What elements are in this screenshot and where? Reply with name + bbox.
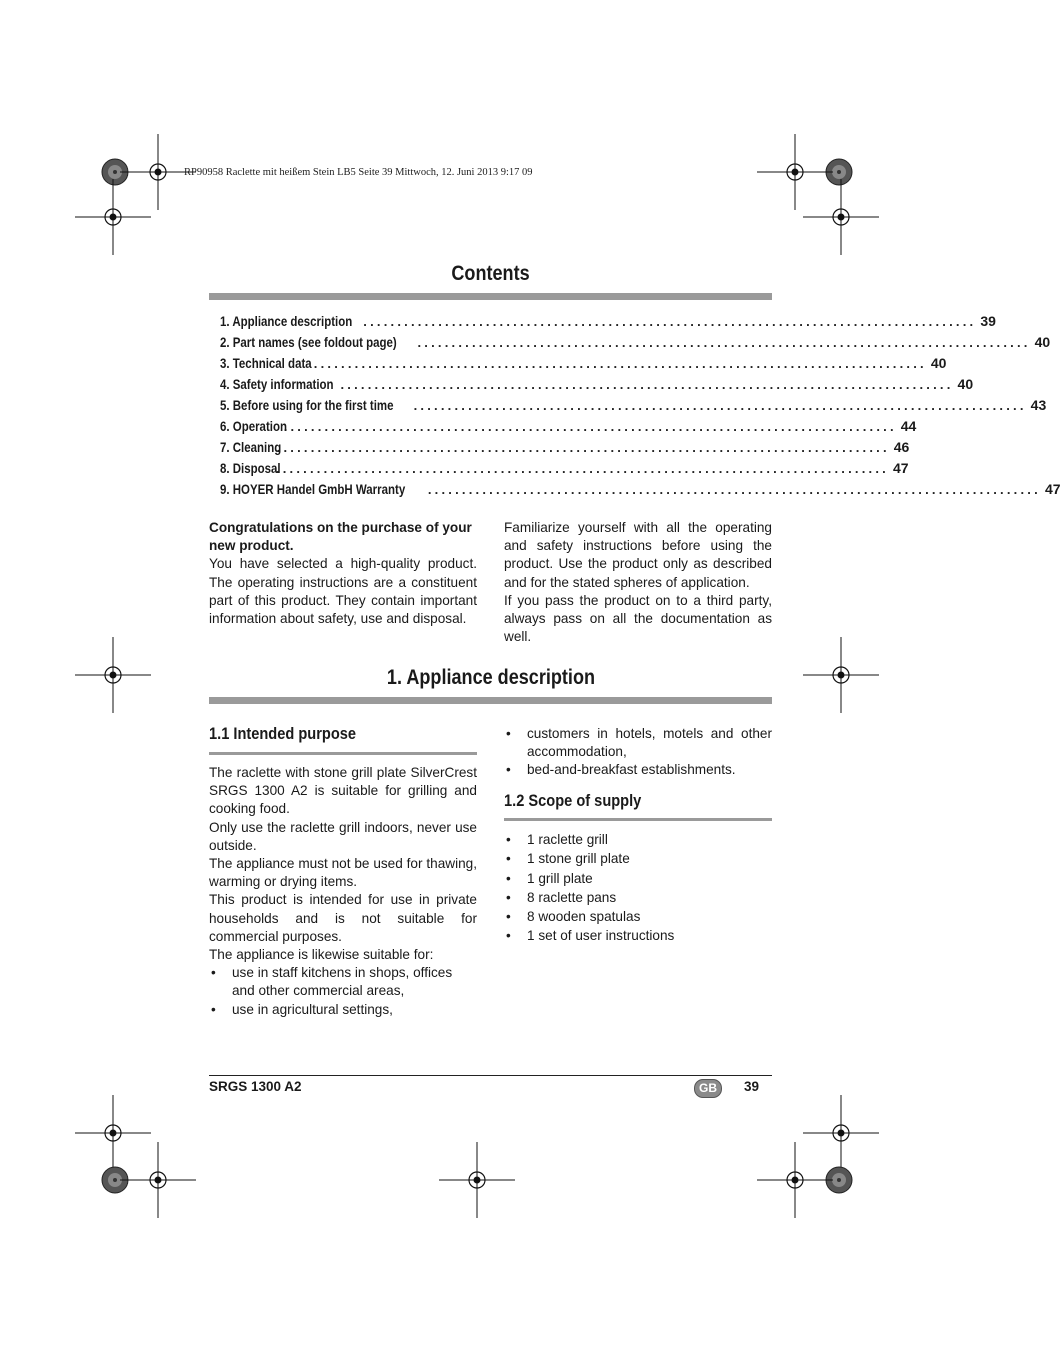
paragraph: The appliance is likewise suitable for: <box>209 947 434 963</box>
list-item: • 1 stone grill plate <box>504 849 772 868</box>
toc-label: 9. HOYER Handel GmbH Warranty <box>220 481 406 497</box>
toc-page: 44 <box>897 416 917 437</box>
toc-label: 1. Appliance description <box>220 313 353 329</box>
intro-heading: Congratulations on the purchase of your new product. <box>209 520 472 554</box>
toc-leader: .......................................................................................... <box>276 440 890 455</box>
toc-leader: .......................................................................................... <box>340 377 954 392</box>
list-item: • 1 set of user instructions <box>504 926 772 945</box>
crosshair-icon <box>803 179 879 255</box>
toc-leader: .......................................................................................... <box>413 398 1027 413</box>
toc-entry[interactable] <box>220 395 1047 416</box>
crosshair-icon <box>75 637 151 713</box>
toc-page: 47 <box>889 458 909 479</box>
subsection-rule <box>504 818 772 821</box>
toc-leader: .......................................................................................... <box>427 482 1041 497</box>
intended-purpose-text <box>209 764 477 1019</box>
language-badge: GB <box>694 1079 722 1098</box>
subsection-rule <box>209 752 477 755</box>
scope-of-supply <box>504 830 772 946</box>
list-item: • 1 raclette grill <box>504 830 772 849</box>
toc-leader: .......................................................................................... <box>275 461 889 476</box>
toc-entry[interactable] <box>220 332 1051 353</box>
intro-paragraph: Familiarize yourself with all the operating and safety instructions before using the product. Use the product only as described and for the stated spheres of application. <box>504 520 772 590</box>
paragraph: This product is intended for use in private households and is not suitable for commercial purposes. <box>209 892 477 944</box>
crosshair-icon <box>757 134 833 210</box>
crosshair-icon <box>757 1142 833 1218</box>
toc-label: 5. Before using for the first time <box>220 397 394 413</box>
toc-entry[interactable] <box>220 458 909 479</box>
toc-label: 4. Safety information <box>220 376 334 392</box>
crosshair-icon <box>75 179 151 255</box>
paragraph: Only use the raclette grill indoors, never use outside. <box>209 819 477 853</box>
crosshair-icon <box>75 1095 151 1171</box>
toc-entry[interactable] <box>220 437 910 458</box>
intro-right-column <box>504 519 772 646</box>
paragraph: The appliance must not be used for thawing, warming or drying items. <box>209 856 477 890</box>
paragraph: The raclette with stone grill plate SilverCrest SRGS 1300 A2 is suitable for grilling and cooking food. <box>209 765 477 817</box>
toc-label: 6. Operation <box>220 418 287 434</box>
toc-leader: .......................................................................................... <box>363 314 977 329</box>
toc-entry[interactable] <box>220 479 1061 500</box>
toc-label: 2. Part names (see foldout page) <box>220 334 397 350</box>
toc-entry[interactable] <box>220 353 947 374</box>
toc-label: 3. Technical data <box>220 355 312 371</box>
footer-rule <box>209 1075 772 1076</box>
toc-page: 47 <box>1041 479 1061 500</box>
toc-entry[interactable] <box>220 311 996 332</box>
scope-list <box>504 830 772 946</box>
subsection-title-scope-of-supply: 1.2 Scope of supply <box>504 791 642 810</box>
section-rule <box>209 697 772 704</box>
footer-model: SRGS 1300 A2 <box>209 1079 302 1094</box>
section-title: 1. Appliance description <box>386 666 595 689</box>
toc-entry[interactable] <box>220 374 974 395</box>
contents-rule <box>209 293 772 300</box>
subsection-title-intended-purpose: 1.1 Intended purpose <box>209 724 357 743</box>
intro-paragraph: If you pass the product on to a third party, always pass on all the documentation as well. <box>504 592 772 645</box>
toc-page: 40 <box>927 353 947 374</box>
table-of-contents <box>220 311 1061 500</box>
toc-leader: .......................................................................................... <box>417 335 1031 350</box>
crosshair-icon <box>803 637 879 713</box>
toc-page: 40 <box>954 374 974 395</box>
contents-title: Contents <box>451 262 530 285</box>
toc-page: 46 <box>890 437 910 458</box>
toc-leader: .......................................................................................... <box>283 419 897 434</box>
toc-label: 8. Disposal <box>220 460 281 476</box>
intro-text: You have selected a high-quality product. The operating instructions are a constituent part of this product. They contain important information about safety, use and disposal. <box>209 556 477 627</box>
toc-page: 39 <box>976 311 996 332</box>
toc-page: 40 <box>1031 332 1051 353</box>
crosshair-icon <box>803 1095 879 1171</box>
list-item: • 8 raclette pans <box>504 888 772 907</box>
toc-leader: .......................................................................................... <box>313 356 927 371</box>
list-item: • bed-and-breakfast establishments. <box>504 761 772 779</box>
toc-entry[interactable] <box>220 416 917 437</box>
crosshair-icon <box>120 1142 196 1218</box>
list-item: • use in agricultural settings, <box>209 1001 477 1019</box>
suitable-use-list-continued <box>504 725 772 780</box>
suitable-use-list <box>209 964 477 1019</box>
print-slug: RP90958 Raclette mit heißem Stein LB5 Seite 39 Mittwoch, 12. Juni 2013 9:17 09 <box>184 167 533 178</box>
list-item: • use in staff kitchens in shops, offices and other commercial areas, <box>209 964 477 1000</box>
list-item: • 1 grill plate <box>504 869 772 888</box>
list-item: • customers in hotels, motels and other accommodation, <box>504 725 772 761</box>
toc-label: 7. Cleaning <box>220 439 282 455</box>
intro-left-column <box>209 519 477 628</box>
crosshair-icon <box>439 1142 515 1218</box>
toc-page: 43 <box>1027 395 1047 416</box>
intended-purpose-continued <box>504 725 772 780</box>
list-item: • 8 wooden spatulas <box>504 907 772 926</box>
page-number: 39 <box>744 1079 760 1094</box>
